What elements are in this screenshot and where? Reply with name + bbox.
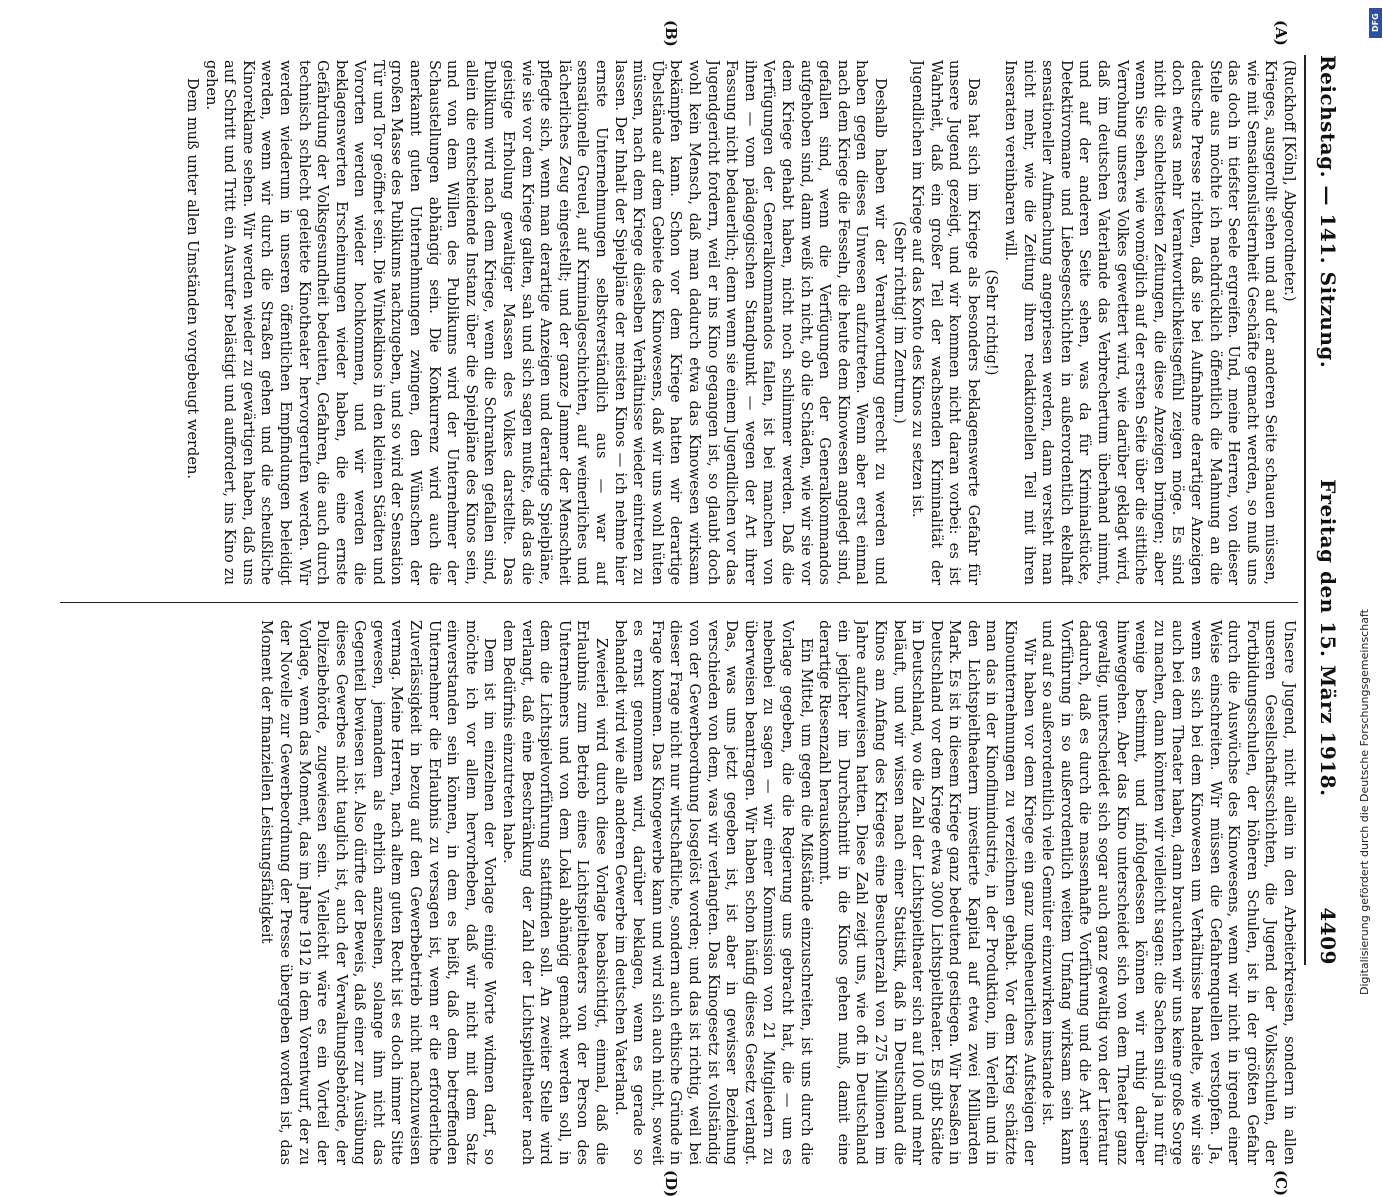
paragraph: Dem ist im einzelnen der Vorlage einige Worte widmen darf, so möchte ich vor allem hervorheben, daß wir nicht mit dem Satz einverstanden sein können, in dem es heißt, daß dem betreffenden Unternehmer die Erlaubnis zu versagen ist, wenn er die erforderliche Zuverlässigkeit in bezug auf den Gewerbebetrieb nicht nachzuweisen vermag. Meine Herren, nach altem guten Recht ist es doch immer Sitte gewesen, jemandem als ehrlich anzusehen, solange ihm nicht das Gegenteil bewiesen ist. Also dürfte der Beweis, daß einer zur Ausübung dieses Gewerbes nicht tauglich ist, auch der Verwaltungsbehörde, der Polizeibehörde, zugewiesen sein. Vielleicht wäre es ein Vorteil der Vorlage, wenn das Moment, das im Jahre 1912 in dem Vorentwurf, der zu der Novelle zur Gewerbeordnung der Presse übergeben worden ist, das Moment der finanziellen Leistungsfähigkeit (258, 620, 499, 1165)
document-page (40, 0, 1370, 1197)
paragraph: Das hat sich im Kriege als besonders beklagenswerte Gefahr für unsere Jugend gezeigt, und wir kommen nicht daran vorbei: es ist Wahrheit, daß ein großer Teil der wachsenden Kriminalität der Jugendlichen im Kriege auf das Konto des Kinos zu setzen ist. (909, 60, 982, 585)
column-divider (60, 602, 1298, 603)
paragraph: Dem muß unter allen Umständen vorgebeugt werden. (183, 78, 201, 480)
paragraph: Wir haben vor dem Kriege ein ganz ungeheuerliches Aufsteigen der Kinounternehmungen zu verzeichnen gehabt. Vor dem Krieg schätzte man das in der Kinofilmindustrie, in der Produktion, im Verleih und in den Lichtspieltheatern investierte Kapital auf etwa zwei Milliarden Mark. Es ist in diesem Kriege ganz bedeutend gestiegen. Wir besaßen in Deutschland vor dem Kriege etwa 3000 Lichtspieltheater. Es gibt Städte in Deutschland, wo die Zahl der Lichtspieltheater sich auf 100 und mehr beläuft, und wir wissen nach einer Statistik, daß in Deutschland die Kinos am Anfang des Krieges eine Besucherzahl von 275 Millionen im Jahre aufzuweisen hatten. Diese Zahl zeigt uns, wie oft in Deutschland ein jeglicher im Durchschnitt in die Kinos gehen muß, damit eine derartige Riesenzahl herauskommt. (816, 620, 1038, 1165)
page-header (1304, 55, 1340, 965)
interjection: (Sehr richtig! im Zentrum.) (890, 221, 908, 424)
paragraph: Krieges, ausgerollt sehen und auf der anderen Seite schauen müssen, wie mit Sensationslüsternheit Geschäfte gemacht werden, so muß uns das doch in tiefster Seele ergreifen. Und, meine Herren, von dieser Stelle aus möchte ich nachdrücklich öffentlich die Mahnung an die deutsche Presse richten, daß sie bei Aufnahme derartiger Anzeigen doch etwas mehr Verantwortlichkeitsgefühl zeigen möge. Es sind nicht die schlechtesten Zeitungen, die diese Anzeigen bringen; aber wenn Sie sehen, wie womöglich auf der ersten Seite über die sittliche Verrohung unseres Volkes gewettert wird, wie darüber geklagt wird, daß im deutschen Vaterlande das Verbrechertum überhand nimmt, und auf der anderen Seite sehen, was da für Kriminalstücke, Detektivromane und Liebesgeschichten in außerordentlich ekelhaft sensationeller Aufmachung angepriesen werden, dann versteht man nicht mehr, wie die Zeitung ihren redaktionellen Teil mit ihren Inseraten vereinbaren will. (1002, 60, 1280, 585)
header-date: Freitag den 15. März 1918. (1316, 479, 1340, 797)
interjection: (Sehr richtig!) (983, 269, 1001, 376)
page-number: 4409 (1316, 907, 1340, 965)
left-column (60, 60, 1298, 585)
dfg-logo: DFG (1369, 8, 1382, 38)
margin-marker-c: (C) (1272, 1170, 1290, 1197)
margin-marker-a: (A) (1272, 20, 1290, 46)
margin-marker-b: (B) (662, 20, 680, 47)
speaker-line: (Ruckhoff [Köln], Abgeordneter.) (1281, 60, 1298, 302)
margin-marker-d: (D) (662, 1170, 680, 1197)
paragraph: Ein Mittel, um gegen die Mißstände einzuschreiten, ist uns durch die Vorlage gegeben, die die Regierung uns gebracht hat, die — um es nebenbei zu sagen — wir einer Kommission von 21 Mitgliedern zu überweisen beantragen. Wir haben schon häufig dieses Gesetz verlangt. Das, was uns jetzt gegeben ist, ist aber in gewisser Beziehung verschieden von dem, was wir verlangten. Das Kinogesetz ist vollständig von der Gewerbeordnung losgelöst worden; und das ist richtig, weil bei dieser Frage nicht nur wirtschaftliche, sondern auch ethische Gründe in Frage kommen. Das Kinogewerbe kann und wird sich auch nicht, soweit es ernst genommen wird, darüber beklagen, wenn es gerade so behandelt wird wie alle anderen Gewerbe im deutschen Vaterland. (611, 620, 815, 1165)
right-column (60, 620, 1298, 1165)
paragraph: Zweierlei wird durch diese Vorlage beabsichtigt, einmal, daß die Erlaubnis zum Betrieb eines Lichtspieltheaters von der Person des Unternehmers und von dem Lokal abhängig gemacht werden soll, in dem die Lichtspielvorführung stattfinden soll. An zweiter Stelle wird verlangt, daß eine Beschränkung der Zahl der Lichtspieltheater nach dem Bedürfnis einzutreten habe. (500, 620, 611, 1165)
digitization-note: Digitalisierung gefördert durch die Deutsche Forschungsgemeinschaft (1358, 609, 1371, 995)
header-left: Reichstag. — 141. Sitzung. (1316, 55, 1340, 369)
paragraph: Deshalb haben wir der Verantwortung gerecht zu werden und haben gegen dieses Unwesen aufzutreten. Wenn aber erst einmal nach dem Kriege die Fesseln, die heute dem Kinowesen angelegt sind, gefallen sind, wenn die Verfügungen der Generalkommandos aufgehoben sind, dann weiß ich nicht, ob die Schäden, wie wir sie vor dem Kriege gehabt haben, nicht noch schlimmer werden. Daß die Verfügungen der Generalkommandos fallen, ist bei manchen von ihnen — vom pädagogischen Standpunkt — wegen der Art ihrer Fassung nicht bedauerlich; denn wenn sie einem Jugendlichen vor das Jugendgericht fordern, weil er ins Kino gegangen ist, so glaubt doch wohl kein Mensch, daß man dadurch etwa das Kinowesen wirksam bekämpfen kann. Schon vor dem Kriege hatten wir derartige Übelstände auf dem Gebiete des Kinowesens, daß wir uns wohl hüten müssen, nach dem Kriege dieselben Verhältnisse wieder eintreten zu lassen. Der Inhalt der Spielpläne der meisten Kinos — ich nehme hier ernste Unternehmungen selbstverständlich aus — war auf sensationelle Greuel, auf Kriminalgeschichten, auf weinerliches und lächerliches Zeug eingestellt; und der ganze Jammer der Menschheit pflegte sich, wenn man derartige Anzeigen und derartige Spielpläne, wie sie vor dem Kriege galten, sah und sich sagen mußte, daß das die geistige Erholung gewaltiger Massen des Volkes darstellte. Das Publikum wird nach dem Kriege, wenn die Schranken gefallen sind, allein die entscheidende Instanz über die Spielpläne des Kinos sein, und von dem Willen des Publikums wird der Unternehmer der Schaustellungen abhängig sein. Die Konkurrenz wird auch die anerkannt guten Unternehmungen zwingen, den Wünschen der großen Masse des Publikums nachzugeben, und so wird der Sensation Tür und Tor geöffnet sein. Die Winkelkinos in den kleinen Städten und Vororten werden wieder hochkommen, und wir werden die beklagenswerten Erscheinungen wieder haben, die eine ernste Gefährdung der Volksgesundheit bedeuten, Gefahren, die auch durch technisch schlecht geleitete Kinotheater hervorgerufen werden. Wir werden wiederum in unseren öffentlichen Empfindungen beleidigt werden, wenn wir durch die Straßen gehen und die scheußliche Kinoreklame sehen. Wir werden wieder zu gewärtigen haben, daß uns auf Schritt und Tritt ein Ausrufer belästigt und auffordert, ins Kino zu gehen. (202, 60, 889, 585)
paragraph: Unsere Jugend, nicht allein in den Arbeiterkreisen, sondern in allen unseren Gesellschaftsschichten, die Jugend der Volksschulen, der Fortbildungsschulen, der höheren Schulen, ist in der größten Gefahr durch die Auswüchse des Kinowesens, wenn wir nicht in irgend einer Weise einschreiten. Wir müssen die Gefahrenquellen verstopfen. Ja, wenn es sich bei dem Kinowesen um Verhältnisse handelte, wie wir sie auch bei dem Theater haben, dann brauchten wir uns keine große Sorge zu machen, dann könnten wir vielleicht sagen: die Sachen sind ja nur für wenige bestimmt, und infolgedessen können wir ruhig darüber hinweggehen. Aber das Kino unterscheidet sich von dem Theater ganz gewaltig, unterscheidet sich sogar auch ganz gewaltig von der Literatur dadurch, daß es durch die massenhafte Vorführung und die Art seiner Vorführung in so außerordentlich weitem Umfang wirksam sein kann und auf so außerordentlich viele Gemüter einzuwirken imstande ist. (1039, 620, 1298, 1165)
